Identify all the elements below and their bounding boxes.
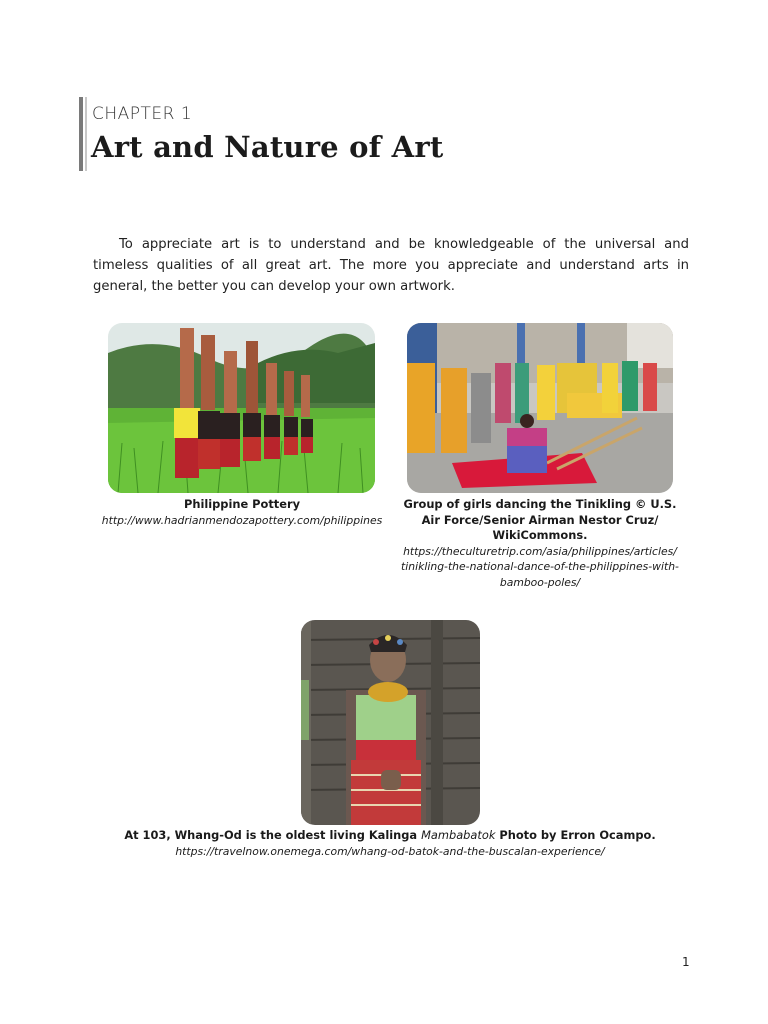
tinikling-caption-title-2: Air Force/Senior Airman Nestor Cruz/ bbox=[421, 512, 659, 527]
whang-od-caption-title bbox=[100, 828, 680, 844]
tinikling-photo bbox=[407, 323, 673, 493]
tinikling-caption-title-1: Group of girls dancing the Tinikling © U.S. bbox=[403, 497, 677, 511]
whang-od-caption-italic: Mambabatok bbox=[421, 828, 496, 842]
tinikling-caption-title-3: WikiCommons. bbox=[492, 528, 588, 542]
whang-od-photo bbox=[301, 620, 480, 825]
pottery-photo bbox=[108, 323, 375, 493]
whang-od-caption-url: https://travelnow.onemega.com/whang-od-batok-and-the-buscalan-experience/ bbox=[175, 844, 605, 858]
whang-od-caption-prefix: At 103, Whang-Od is the oldest living Kalinga bbox=[124, 828, 422, 842]
page-number: 1 bbox=[682, 955, 690, 969]
intro-text: To appreciate art is to understand and be knowledgeable of the universal and timeless qualities of all great art. The more you appreciate and understand arts in general, the better you can develop your own artwork. bbox=[93, 237, 689, 294]
chapter-accent-bar-thin bbox=[85, 97, 87, 171]
pottery-caption-url: http://www.hadrianmendozapottery.com/philippines bbox=[101, 513, 383, 527]
tinikling-caption-url-3: bamboo-poles/ bbox=[499, 575, 581, 589]
whang-od-caption bbox=[100, 828, 680, 859]
tinikling-caption-url-2: tinikling-the-national-dance-of-the-philippines-with- bbox=[401, 560, 679, 573]
tinikling-caption-url-1: https://theculturetrip.com/asia/philippines/articles/ bbox=[403, 544, 677, 558]
chapter-label: CHAPTER 1 bbox=[92, 104, 193, 124]
tinikling-caption bbox=[390, 497, 690, 590]
chapter-accent-bar bbox=[79, 97, 83, 171]
intro-paragraph bbox=[93, 234, 689, 297]
chapter-title: Art and Nature of Art bbox=[91, 130, 444, 164]
pottery-caption bbox=[96, 497, 388, 528]
pottery-caption-title: Philippine Pottery bbox=[183, 497, 300, 511]
whang-od-caption-suffix: Photo by Erron Ocampo. bbox=[495, 828, 656, 842]
